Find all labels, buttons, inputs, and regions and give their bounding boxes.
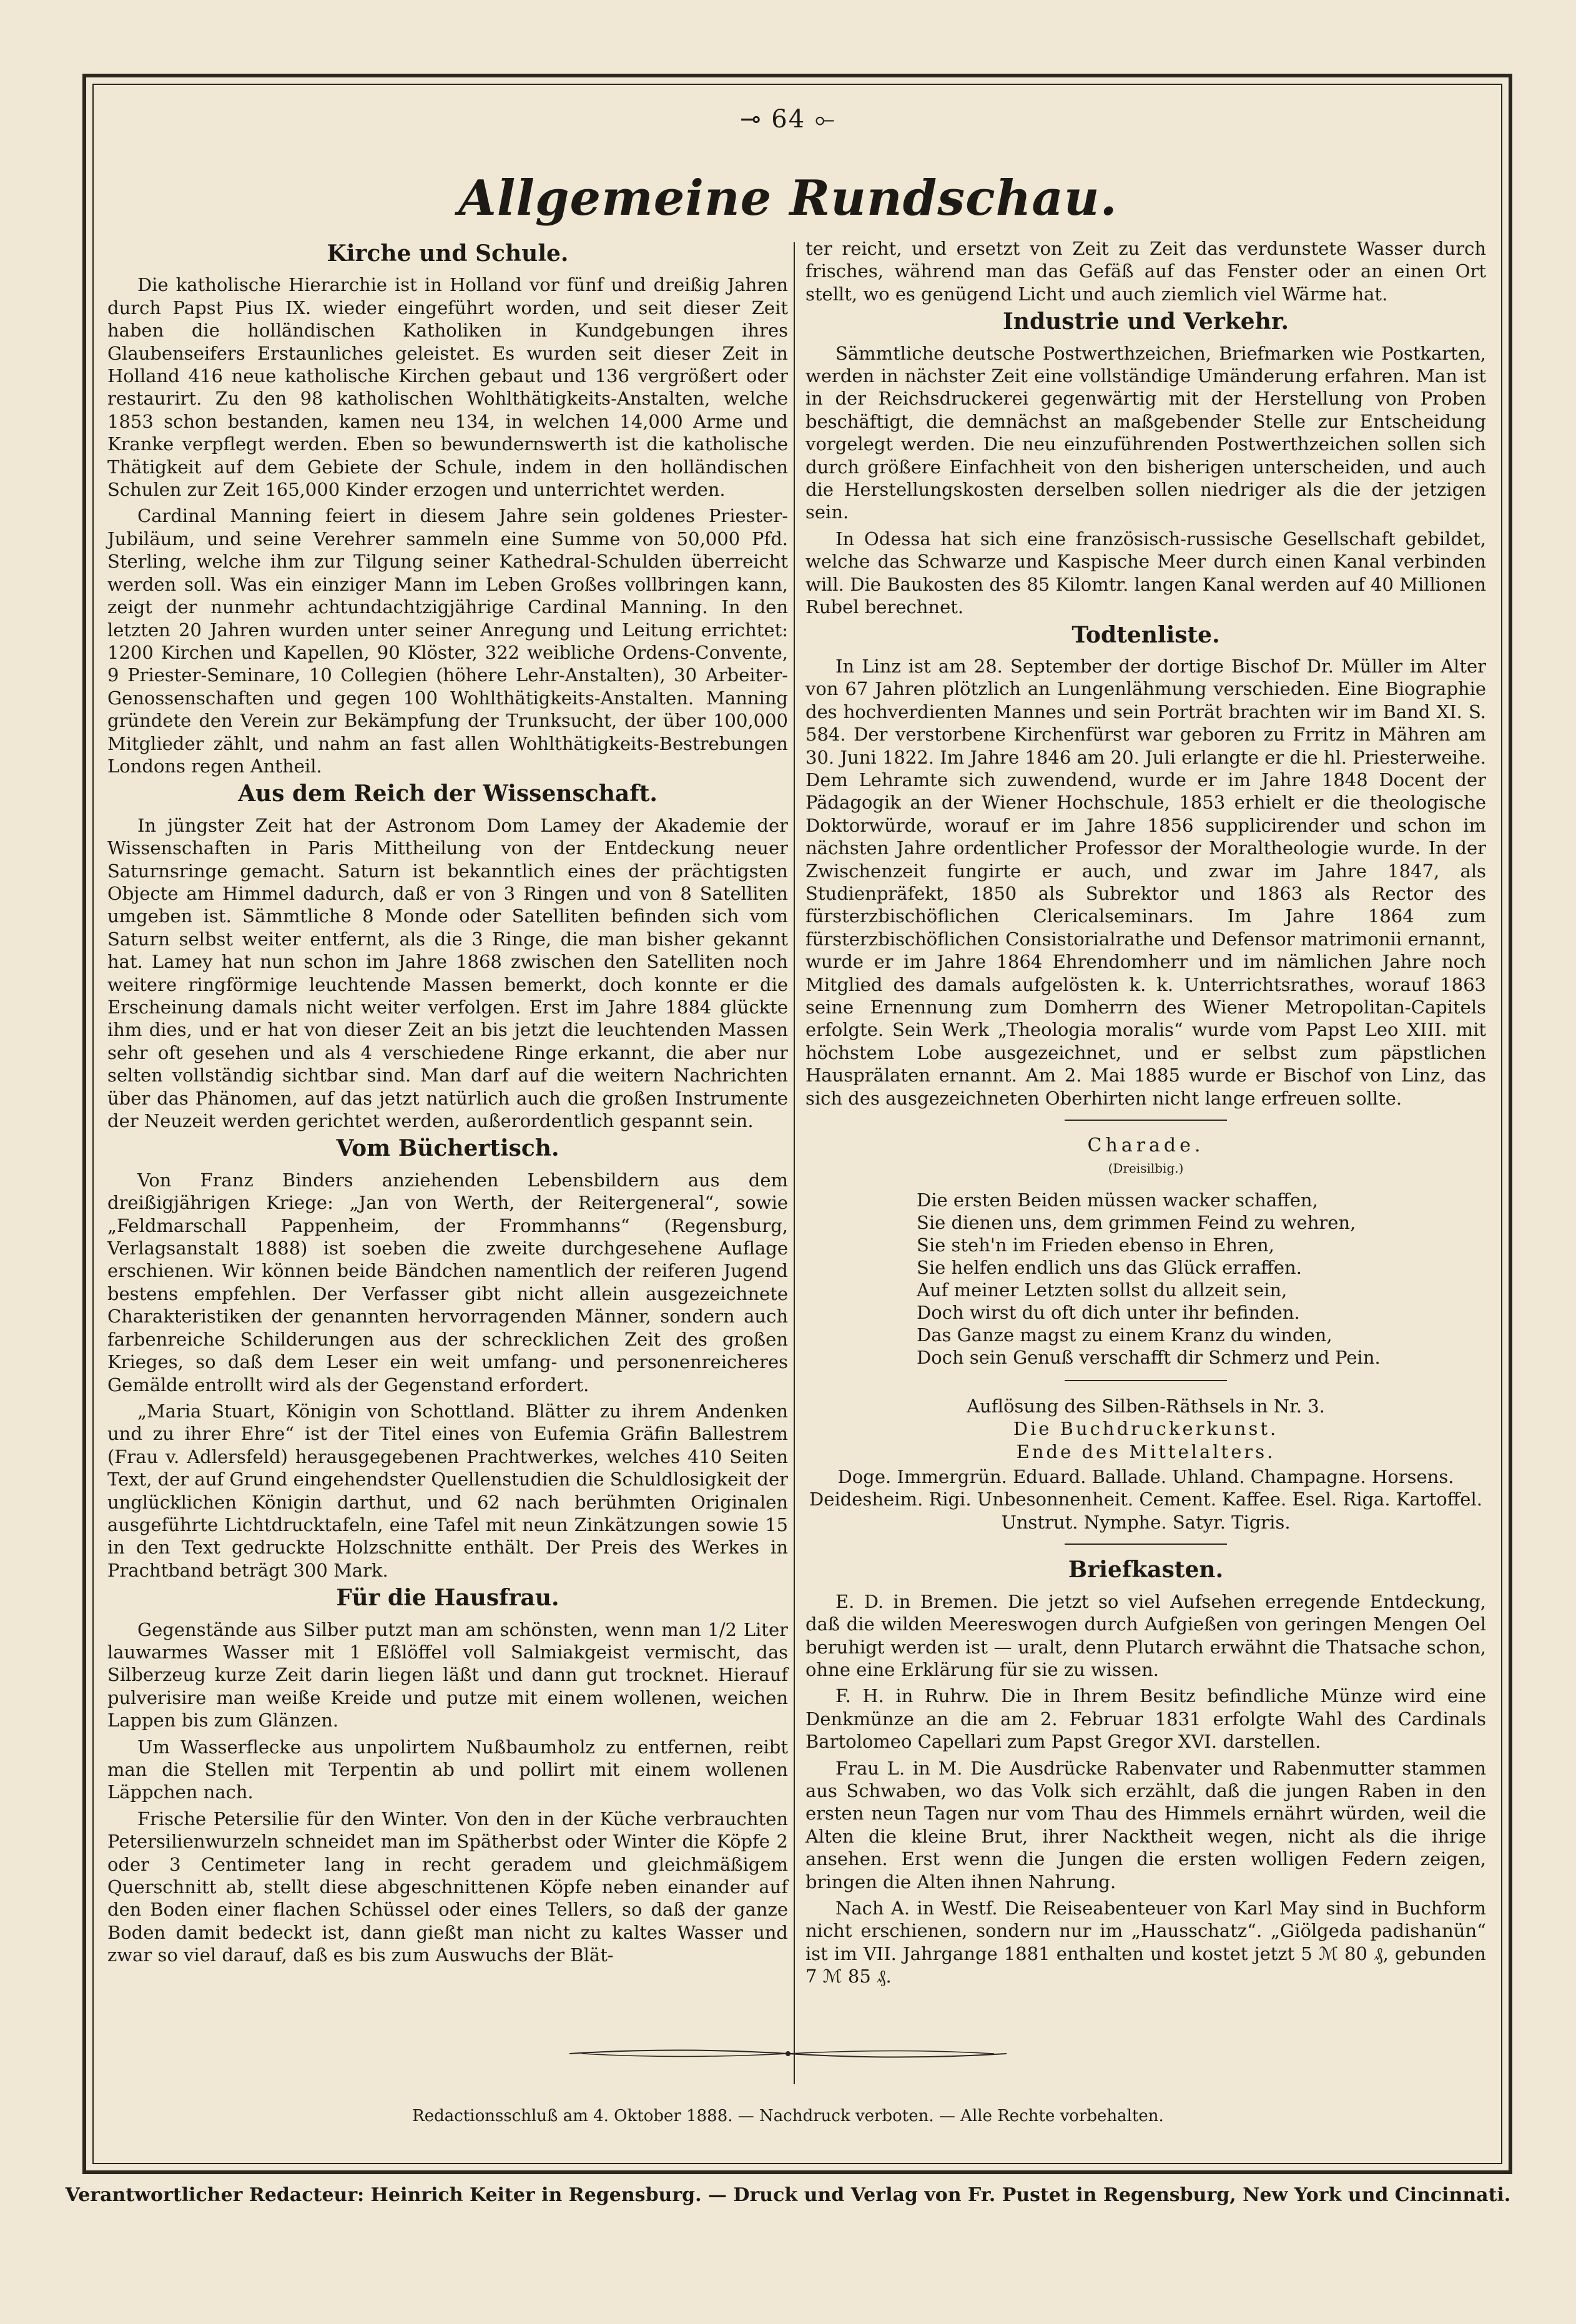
- section-industrie: [805, 310, 1486, 618]
- paragraph: E. D. in Bremen. Die jetzt so viel Aufsehen erregende Entdeckung, daß die wilden Meereswogen durch Aufgießen von geringen Mengen Oel beruhigt werden ist — uralt, denn Plutarch erwähnt die Thatsache schon, ohne eine Erklärung für sie zu wissen.: [805, 1590, 1486, 1680]
- solution-line: Ende des Mittelalters.: [1016, 1440, 1276, 1462]
- section-charade: [805, 1135, 1486, 1369]
- poem-line: Sie dienen uns, dem grimmen Feind zu wehren,: [917, 1211, 1356, 1233]
- section-briefkasten: [805, 1558, 1486, 1987]
- left-ornament-icon: ⊸: [740, 105, 772, 134]
- paragraph: Um Wasserflecke aus unpolirtem Nußbaumholz zu entfernen, reibt man die Stellen mit Terpentin ab und pollirt mit einem wollenen Läppchen nach.: [107, 1736, 788, 1803]
- paragraph: Sämmtliche deutsche Postwerthzeichen, Briefmarken wie Postkarten, werden in nächster Zeit eine vollständige Umänderung erfahren. Man ist in der Reichsdruckerei gegenwärtig mit der Herstellung von Proben beschäftigt, die demnächst an maßgebender Stelle zur Entscheidung vorgelegt werden. Die neu einzuführenden Postwerthzeichen sollen sich durch größere Einfachheit von den bisherigen unterscheiden, und auch die Herstellungskosten derselben sollen niedriger als die der jetzigen sein.: [805, 342, 1486, 523]
- left-column: [107, 237, 788, 1971]
- section-heading: Aus dem Reich der Wissenschaft.: [238, 780, 657, 807]
- section-todtenliste: [805, 621, 1486, 1110]
- section-heading: Kirche und Schule.: [327, 240, 569, 267]
- poem-line: Auf meiner Letzten sollst du allzeit sein,: [917, 1279, 1288, 1301]
- section-aufloesung: [805, 1395, 1486, 1534]
- section-heading: Für die Hausfrau.: [336, 1585, 559, 1612]
- right-ornament-icon: ⟜: [805, 105, 836, 134]
- paragraph: In Linz ist am 28. September der dortige Bischof Dr. Müller im Alter von 67 Jahren plötzlich an Lungenlähmung verschieden. Eine Biographie des hochverdienten Mannes und sein Porträt brachten wir im Band XI. S. 584. Der verstorbene Kirchenfürst war geboren zu Frritz in Mähren am 30. Juni 1822. Im Jahre 1846 am 20. Juli erlangte er die hl. Priesterweihe. Dem Lehramte sich zuwendend, wurde er im Jahre 1848 Docent der Pädagogik an der Wiener Hochschule, 1853 erhielt er die theologische Doktorwürde, worauf er im Jahre 1856 supplicirender und schon im nächsten Jahre ordentlicher Professor der Moraltheologie wurde. In der Zwischenzeit fungirte er auch, und zwar im Jahre 1847, als Studienpräfekt, 1850 als Subrektor und 1863 als Rector des fürsterzbischöflichen Clericalseminars. Im Jahre 1864 zum fürsterzbischöflichen Consistorialrathe und Defensor matrimonii ernannt, wurde er im Jahre 1864 Ehrendomherr und im nämlichen Jahre noch Mitglied des damals aufgelösten k. k. Unterrichtsrathes, worauf 1863 seine Ernennung zum Domherrn des Wiener Metropolitan-Capitels erfolgte. Sein Werk „Theologia moralis“ wurde vom Papst Leo XIII. mit höchstem Lobe ausgezeichnet, und er selbst zum päpstlichen Hausprälaten ernannt. Am 2. Mai 1885 wurde er Bischof von Linz, das sich des ausgezeichneten Oberhirten nicht lange erfreuen sollte.: [805, 655, 1486, 1109]
- charade-subtitle: (Dreisilbig.): [1108, 1161, 1184, 1176]
- column-divider: [794, 242, 795, 2084]
- solution-heading: Auflösung des Silben-Räthsels in Nr. 3.: [967, 1395, 1325, 1417]
- poem-line: Die ersten Beiden müssen wacker schaffen,: [917, 1189, 1318, 1211]
- page-number: [0, 105, 1576, 134]
- paragraph: Frau L. in M. Die Ausdrücke Rabenvater und Rabenmutter stammen aus Schwaben, wo das Volk sich erzählt, daß die jungen Raben in den ersten neun Tagen nur vom Thau des Himmels ernährt würden, weil die Alten die kleine Brut, ihrer Nacktheit wegen, nicht als die ihrige ansehen. Erst wenn die Jungen die ersten wolligen Federn zeigen, bringen die Alten ihnen Nahrung.: [805, 1757, 1486, 1893]
- section-heading: Industrie und Verkehr.: [1002, 308, 1289, 335]
- separator-rule: [1065, 1120, 1227, 1121]
- poem-line: Doch wirst du oft dich unter ihr befinden.: [917, 1301, 1300, 1323]
- decorative-rule-ornament: [569, 2046, 1007, 2062]
- paragraph: Die katholische Hierarchie ist in Holland vor fünf und dreißig Jahren durch Papst Pius IX. wieder eingeführt worden, und seit dieser Zeit haben die holländischen Katholiken in Kundgebungen ihres Glaubenseifers Erstaunliches geleistet. Es wurden seit dieser Zeit in Holland 416 neue katholische Kirchen gebaut und 136 vergrößert oder restaurirt. Zu den 98 katholischen Wohlthätigkeits-Anstalten, welche 1853 schon bestanden, kamen neu 134, in welchen 14,000 Arme und Kranke verpflegt werden. Eben so bewundernswerth ist die katholische Thätigkeit auf dem Gebiete der Schule, indem in den holländischen Schulen zur Zeit 165,000 Kinder erzogen und unterrichtet werden.: [107, 274, 788, 501]
- imprint-line: Verantwortlicher Redacteur: Heinrich Keiter in Regensburg. — Druck und Verlag von Fr. Pustet in Regensburg, New York und Cincinnati.: [65, 2184, 1511, 2206]
- separator-rule: [1065, 1380, 1227, 1381]
- page-title: Allgemeine Rundschau.: [458, 170, 1118, 227]
- poem-line: Doch sein Genuß verschafft dir Schmerz und Pein.: [917, 1346, 1381, 1368]
- paragraph: F. H. in Ruhrw. Die in Ihrem Besitz befindliche Münze wird eine Denkmünze an die am 2. Februar 1831 erfolgte Wahl des Cardinals Bartolomeo Capellari zum Papst Gregor XVI. darstellen.: [805, 1685, 1486, 1753]
- section-heading: Vom Büchertisch.: [336, 1135, 559, 1162]
- solution-words: Doge. Immergrün. Eduard. Ballade. Uhland. Champagne. Horsens. Deidesheim. Rigi. Unbesonnenheit. Cement. Kaffee. Esel. Riga. Kartoffel. Unstrut. Nymphe. Satyr. Tigris.: [809, 1466, 1482, 1533]
- paragraph: In Odessa hat sich eine französisch-russische Gesellschaft gebildet, welche das Schwarze und Kaspische Meer durch einen Kanal verbinden will. Die Baukosten des 85 Kilomtr. langen Kanal werden auf 40 Millionen Rubel berechnet.: [805, 528, 1486, 618]
- paragraph: „Maria Stuart, Königin von Schottland. Blätter zu ihrem Andenken und zu ihrer Ehre“ ist der Titel eines von Eufemia Gräfin Ballestrem (Frau v. Adlersfeld) herausgegebenen Prachtwerkes, welches 410 Seiten Text, der auf Grund eingehendster Quellenstudien die Schuldlosigkeit der unglücklichen Königin darthut, und 62 nach berühmten Originalen ausgeführte Lichtdrucktafeln, eine Tafel mit neun Zinkätzungen sowie 15 in den Text gedruckte Holzschnitte enthält. Der Preis des Werkes in Prachtband beträgt 300 Mark.: [107, 1400, 788, 1581]
- paragraph: Nach A. in Westf. Die Reiseabenteuer von Karl May sind in Buchform nicht erschienen, sondern nur im „Hausschatz“. „Giölgeda padishanün“ ist im VII. Jahrgange 1881 enthalten und kostet jetzt 5 ℳ 80 ₰, gebunden 7 ℳ 85 ₰.: [805, 1897, 1486, 1987]
- paragraph: In jüngster Zeit hat der Astronom Dom Lamey der Akademie der Wissenschaften in Paris Mittheilung von der Entdeckung neuer Saturnsringe gemacht. Saturn ist bekanntlich eines der prächtigsten Objecte am Himmel dadurch, daß er von 3 Ringen und von 8 Satelliten umgeben ist. Sämmtliche 8 Monde oder Satelliten befinden sich vom Saturn selbst weiter entfernt, als die 3 Ringe, die man bisher gekannt hat. Lamey hat nun schon im Jahre 1868 zwischen den Satelliten noch weitere ringförmige leuchtende Massen bemerkt, doch konnte er die Erscheinung damals nicht weiter verfolgen. Erst im Jahre 1884 glückte ihm dies, und er hat von dieser Zeit an bis jetzt die leuchtenden Massen sehr oft gesehen und als 4 verschiedene Ringe erkannt, die aber nur selten vollständig sichtbar sind. Man darf auf die weitern Nachrichten über das Phänomen, auf das jetzt natürlich auch die großen Instrumente der Neuzeit werden gerichtet werden, außerordentlich gespannt sein.: [107, 814, 788, 1132]
- section-kirche-und-schule: [107, 242, 788, 777]
- charade-poem: [917, 1189, 1486, 1369]
- paragraph: Von Franz Binders anziehenden Lebensbildern aus dem dreißigjährigen Kriege: „Jan von Werth, der Reitergeneral“, sowie „Feldmarschall Pappenheim, der Frommhanns“ (Regensburg, Verlagsanstalt 1888) ist soeben die zweite durchgesehene Auflage erschienen. Wir können beide Bändchen namentlich der reiferen Jugend bestens empfehlen. Der Verfasser gibt nicht allein ausgezeichnete Charakteristiken der genannten hervorragenden Männer, sondern auch farbenreiche Schilderungen aus der schrecklichen Zeit des großen Krieges, so daß dem Leser ein weit umfang- und personenreicheres Gemälde entrollt wird als der Gegenstand erfordert.: [107, 1169, 788, 1396]
- section-heading: Todtenliste.: [1071, 621, 1220, 648]
- section-hausfrau: [107, 1587, 788, 1967]
- section-wissenschaft: [107, 782, 788, 1132]
- paragraph: Frische Petersilie für den Winter. Von den in der Küche verbrauchten Petersilienwurzeln schneidet man im Spätherbst oder Winter die Köpfe 2 oder 3 Centimeter lang in recht geradem und gleichmäßigem Querschnitt ab, stellt diese abgeschnittenen Köpfe neben einander auf den Boden einer flachen Schüssel oder eines Tellers, so daß der ganze Boden damit bedeckt ist, dann gießt man nicht zu kaltes Wasser und zwar so viel darauf, daß es bis zum Auswuchs der Blät-: [107, 1808, 788, 1966]
- continued-paragraph: ter reicht, und ersetzt von Zeit zu Zeit das verdunstete Wasser durch frisches, während man das Gefäß auf das Fenster oder an einen Ort stellt, wo es genügend Licht und auch ziemlich viel Wärme hat.: [805, 238, 1486, 305]
- section-heading: Briefkasten.: [1068, 1557, 1224, 1583]
- poem-line: Sie helfen endlich uns das Glück erraffen.: [917, 1256, 1302, 1278]
- separator-rule: [1065, 1544, 1227, 1545]
- right-column: [805, 237, 1486, 1992]
- paragraph: Cardinal Manning feiert in diesem Jahre sein goldenes Priester-Jubiläum, und seine Verehrer sammeln eine Summe von 50,000 Pfd. Sterling, welche ihm zur Tilgung seiner Kathedral-Schulden überreicht werden soll. Was ein einziger Mann im Leben Großes vollbringen kann, zeigt der nunmehr achtundachtzigjährige Cardinal Manning. In den letzten 20 Jahren wurden unter seiner Anregung und Leitung errichtet: 1200 Kirchen und Kapellen, 90 Klöster, 322 weibliche Ordens-Convente, 9 Priester-Seminare, 10 Collegien (höhere Lehr-Anstalten), 30 Arbeiter-Genossenschaften und gegen 100 Wohlthätigkeits-Anstalten. Manning gründete den Verein zur Bekämpfung der Trunksucht, der über 100,000 Mitglieder zählt, und nahm an fast allen Wohlthätigkeits-Bestrebungen Londons regen Antheil.: [107, 505, 788, 777]
- section-buechertisch: [107, 1137, 788, 1582]
- footer-note: Redactionsschluß am 4. Oktober 1888. — Nachdruck verboten. — Alle Rechte vorbehalten.: [412, 2107, 1164, 2125]
- poem-line: Sie steh'n im Frieden ebenso in Ehren,: [917, 1234, 1274, 1256]
- page-number-value: 64: [771, 105, 806, 134]
- poem-line: Das Ganze magst zu einem Kranz du winden,: [917, 1324, 1332, 1346]
- solution-line: Die Buchdruckerkunst.: [1013, 1418, 1279, 1440]
- paragraph: Gegenstände aus Silber putzt man am schönsten, wenn man 1/2 Liter lauwarmes Wasser mit 1 Eßlöffel voll Salmiakgeist vermischt, das Silberzeug kurze Zeit darin liegen läßt und dann gut trocknet. Hierauf pulverisire man weiße Kreide und putze mit einem wollenen, weichen Lappen bis zum Glänzen.: [107, 1618, 788, 1731]
- charade-title: Charade.: [1087, 1135, 1204, 1157]
